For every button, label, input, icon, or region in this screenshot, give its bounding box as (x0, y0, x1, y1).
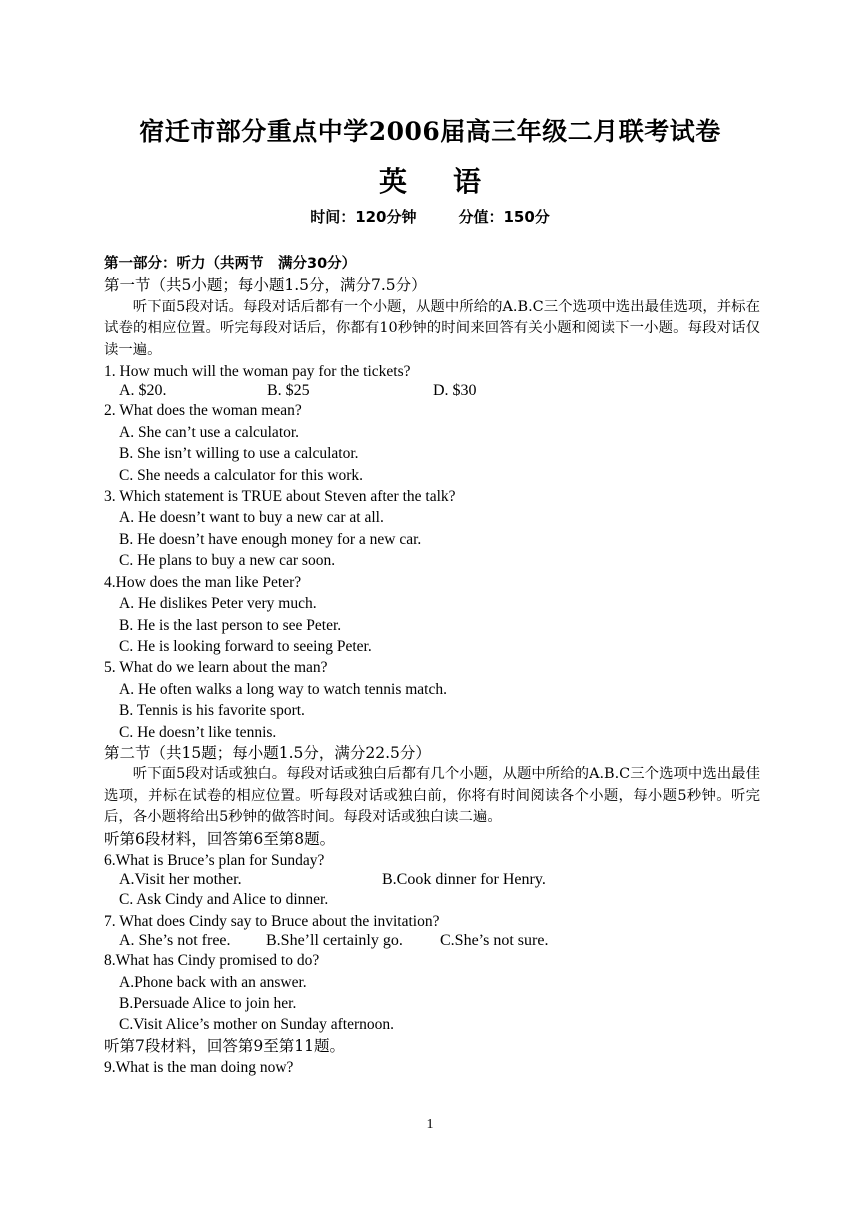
section-instructions: 听下面5段对话或独白。每段对话或独白后都有几个小题，从题中所给的A.B.C三个选项中选出最佳选项，并标在试卷的相应位置。听每段对话或独白前，你将有时间阅读各个小题，每小题5秒钟。听完后，各小题将给出5秒钟的做答时间。每段对话或独白读二遍。 (104, 766, 760, 826)
section-instructions: 听下面5段对话。每段对话后都有一个小题，从题中所给的A.B.C三个选项中选出最佳选项，并标在试卷的相应位置。听完每段对话后，你都有10秒钟的时间来回答有关小题和阅读下一小题。每段对话仅读一遍。 (104, 298, 760, 358)
option-b: B. He is the last person to see Peter. (119, 616, 342, 634)
option-c: C. He is looking forward to seeing Peter. (119, 637, 372, 655)
option-d: D. $30 (433, 382, 477, 400)
option-a: A. He dislikes Peter very much. (119, 595, 317, 613)
option-c: C. He doesn’t like tennis. (119, 723, 277, 741)
page-number: 1 (426, 1117, 434, 1132)
question-stem: 9.What is the man doing now? (104, 1059, 294, 1077)
exam-time: 时间：120分钟 (310, 208, 417, 226)
subject-char-1: 英 (378, 165, 407, 198)
material-note: 听第7段材料，回答第9至第11题。 (104, 1036, 345, 1055)
question-stem: 5. What do we learn about the man? (104, 659, 328, 677)
question-stem: 8.What has Cindy promised to do? (104, 952, 320, 970)
option-b: B. Tennis is his favorite sport. (119, 702, 305, 720)
question-options (104, 932, 760, 950)
question-stem: 6.What is Bruce’s plan for Sunday? (104, 851, 325, 869)
question-options (104, 382, 760, 400)
option-b: B.Cook dinner for Henry. (382, 871, 546, 889)
option-a: A. $20. (119, 382, 167, 400)
exam-meta (0, 206, 860, 227)
option-a: A. He often walks a long way to watch tennis match. (119, 680, 447, 698)
exam-score: 分值：150分 (458, 208, 550, 226)
option-a: A. He doesn’t want to buy a new car at all. (119, 509, 384, 527)
option-c: C. Ask Cindy and Alice to dinner. (119, 891, 329, 909)
question-stem: 2. What does the woman mean? (104, 402, 302, 420)
option-a: A. She’s not free. (119, 932, 231, 950)
question-stem: 1. How much will the woman pay for the tickets? (104, 363, 411, 381)
option-c: C. She needs a calculator for this work. (119, 466, 364, 484)
option-b: B.Persuade Alice to join her. (119, 995, 297, 1012)
exam-body (104, 254, 760, 1079)
question-stem: 7. What does Cindy say to Bruce about the invitation? (104, 912, 440, 930)
question-options (104, 871, 760, 889)
option-a: A. She can’t use a calculator. (119, 423, 300, 441)
subject-title (0, 160, 860, 200)
section-heading: 第一节（共5小题；每小题1.5分，满分7.5分） (104, 276, 427, 295)
option-b: B. He doesn’t have enough money for a new car. (119, 530, 422, 548)
part-heading: 第一部分：听力（共两节 满分30分） (104, 256, 357, 272)
option-a: A.Phone back with an answer. (119, 973, 307, 991)
material-note: 听第6段材料，回答第6至第8题。 (104, 829, 336, 848)
question-stem: 3. Which statement is TRUE about Steven after the talk? (104, 488, 456, 506)
option-c: C.Visit Alice’s mother on Sunday afternoon. (119, 1016, 395, 1034)
question-stem: 4.How does the man like Peter? (104, 573, 302, 591)
option-c: C. He plans to buy a new car soon. (119, 552, 336, 570)
option-c: C.She’s not sure. (440, 932, 549, 950)
option-a: A.Visit her mother. (119, 871, 242, 889)
exam-title: 宿迁市部分重点中学2006届高三年级二月联考试卷 (139, 117, 721, 146)
option-b: B.She’ll certainly go. (266, 932, 403, 950)
option-b: B. She isn’t willing to use a calculator. (119, 445, 359, 463)
section-heading: 第二节（共15题；每小题1.5分，满分22.5分） (104, 743, 431, 762)
option-b: B. $25 (267, 382, 310, 400)
subject-char-2: 语 (453, 165, 482, 198)
